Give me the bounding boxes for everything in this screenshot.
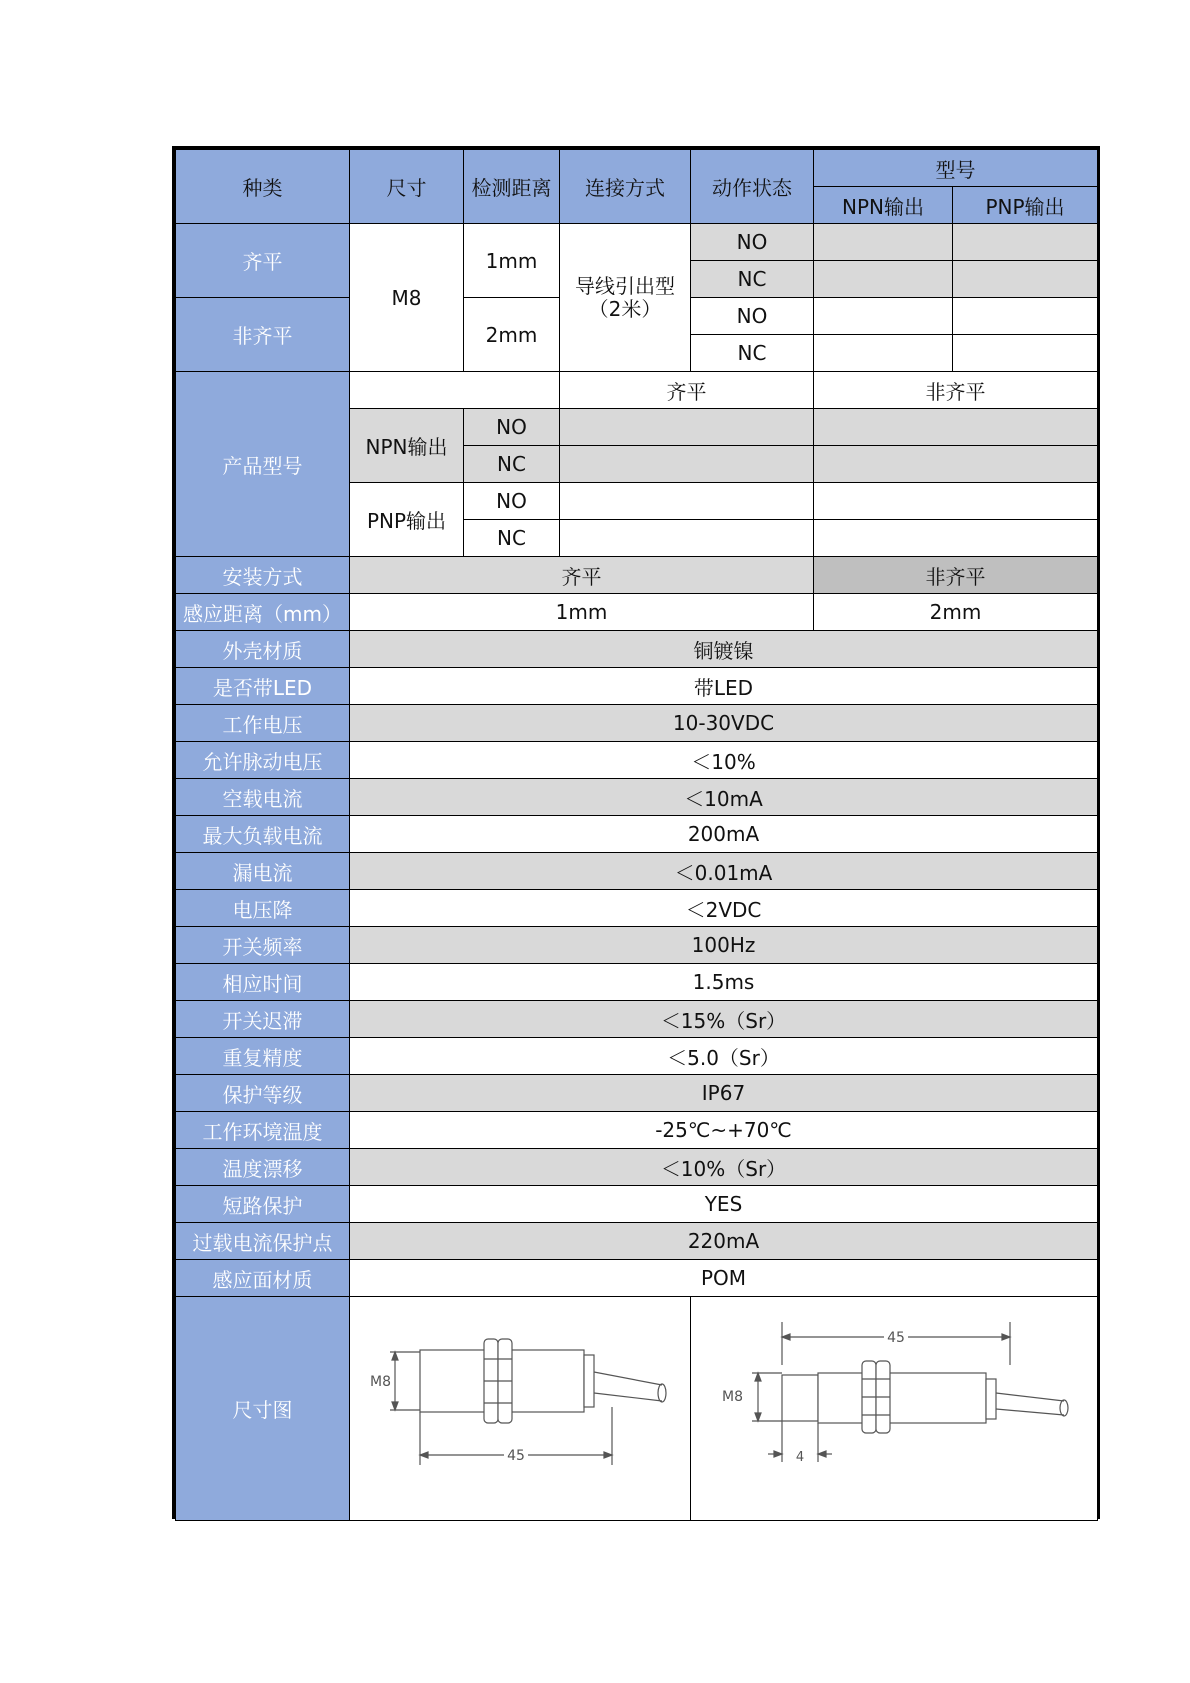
header-size: 尺寸	[350, 150, 464, 224]
spec-label: 保护等级	[176, 1075, 350, 1112]
model-cell	[953, 261, 1098, 298]
spec-table	[175, 149, 1098, 1521]
state-nc: NC	[691, 335, 814, 372]
dimension-drawing-flush	[350, 1297, 691, 1521]
model-cell	[814, 335, 953, 372]
product-model-cell	[814, 520, 1098, 557]
spec-label: 重复精度	[176, 1038, 350, 1075]
sensing-flush: 1mm	[350, 594, 814, 631]
spec-label: 开关迟滞	[176, 1001, 350, 1038]
spec-label: 短路保护	[176, 1186, 350, 1223]
model-cell	[814, 224, 953, 261]
spec-value: 10-30VDC	[350, 705, 1098, 742]
product-model-cell	[560, 520, 814, 557]
spec-value: ＜10%	[350, 742, 1098, 779]
spec-value: 铜镀镍	[350, 631, 1098, 668]
nonflush-length-label: 45	[886, 1330, 905, 1346]
product-model-cell	[560, 446, 814, 483]
connection-type: 导线引出型（2米）	[560, 224, 691, 372]
product-model-pnp: PNP输出	[350, 483, 464, 557]
product-model-nc: NC	[464, 446, 560, 483]
spec-label: 最大负载电流	[176, 816, 350, 853]
spec-value: 220mA	[350, 1223, 1098, 1260]
spec-value: 100Hz	[350, 927, 1098, 964]
spec-label: 开关频率	[176, 927, 350, 964]
spec-value: ＜0.01mA	[350, 853, 1098, 890]
sensing-nonflush: 2mm	[814, 594, 1098, 631]
product-model-cell	[814, 409, 1098, 446]
product-model-no: NO	[464, 483, 560, 520]
spec-value: 1.5ms	[350, 964, 1098, 1001]
spec-value: ＜10mA	[350, 779, 1098, 816]
header-pnp-output: PNP输出	[953, 187, 1098, 224]
model-cell	[814, 261, 953, 298]
product-model-cell	[560, 409, 814, 446]
header-state: 动作状态	[691, 150, 814, 224]
flush-length-label: 45	[507, 1448, 525, 1464]
spec-label: 相应时间	[176, 964, 350, 1001]
spec-label: 外壳材质	[176, 631, 350, 668]
dimension-label: 尺寸图	[176, 1297, 350, 1521]
spec-value: ＜10%（Sr）	[350, 1149, 1098, 1186]
header-npn-output: NPN输出	[814, 187, 953, 224]
spec-label: 工作环境温度	[176, 1112, 350, 1149]
product-model-cell	[814, 483, 1098, 520]
state-nc: NC	[691, 261, 814, 298]
spec-value: 带LED	[350, 668, 1098, 705]
state-no: NO	[691, 298, 814, 335]
spec-label: 感应面材质	[176, 1260, 350, 1297]
install-flush: 齐平	[350, 557, 814, 594]
spec-label: 允许脉动电压	[176, 742, 350, 779]
product-model-nc: NC	[464, 520, 560, 557]
header-model: 型号	[814, 150, 1098, 187]
spec-value: ＜15%（Sr）	[350, 1001, 1098, 1038]
spec-value: ＜5.0（Sr）	[350, 1038, 1098, 1075]
spec-label: 温度漂移	[176, 1149, 350, 1186]
sensing-label: 感应距离（mm）	[176, 594, 350, 631]
dimension-drawing-nonflush	[691, 1297, 1098, 1521]
product-model-blank	[350, 372, 560, 409]
header-type: 种类	[176, 150, 350, 224]
type-flush: 齐平	[176, 224, 350, 298]
type-nonflush: 非齐平	[176, 298, 350, 372]
product-model-label: 产品型号	[176, 372, 350, 557]
spec-value: IP67	[350, 1075, 1098, 1112]
product-model-npn: NPN输出	[350, 409, 464, 483]
spec-value: ＜2VDC	[350, 890, 1098, 927]
install-nonflush: 非齐平	[814, 557, 1098, 594]
spec-label: 是否带LED	[176, 668, 350, 705]
nonflush-thread-label: M8	[721, 1389, 743, 1405]
flush-sensor-drawing	[350, 1297, 690, 1515]
distance-nonflush: 2mm	[464, 298, 560, 372]
spec-label: 空载电流	[176, 779, 350, 816]
header-distance: 检测距离	[464, 150, 560, 224]
spec-value: 200mA	[350, 816, 1098, 853]
flush-thread-label: M8	[370, 1374, 391, 1390]
model-cell	[953, 335, 1098, 372]
size-m8: M8	[350, 224, 464, 372]
install-label: 安装方式	[176, 557, 350, 594]
spec-value: YES	[350, 1186, 1098, 1223]
model-cell	[953, 298, 1098, 335]
spec-sheet	[172, 146, 1100, 1519]
header-connection: 连接方式	[560, 150, 691, 224]
nonflush-sensor-drawing	[692, 1297, 1097, 1515]
spec-value: -25℃~+70℃	[350, 1112, 1098, 1149]
spec-label: 漏电流	[176, 853, 350, 890]
state-no: NO	[691, 224, 814, 261]
nonflush-protrusion-label: 4	[795, 1450, 804, 1465]
product-model-cell	[560, 483, 814, 520]
product-model-cell	[814, 446, 1098, 483]
distance-flush: 1mm	[464, 224, 560, 298]
product-model-no: NO	[464, 409, 560, 446]
model-cell	[953, 224, 1098, 261]
product-model-col-flush: 齐平	[560, 372, 814, 409]
spec-label: 过载电流保护点	[176, 1223, 350, 1260]
spec-label: 工作电压	[176, 705, 350, 742]
spec-value: POM	[350, 1260, 1098, 1297]
product-model-col-nonflush: 非齐平	[814, 372, 1098, 409]
spec-label: 电压降	[176, 890, 350, 927]
model-cell	[814, 298, 953, 335]
